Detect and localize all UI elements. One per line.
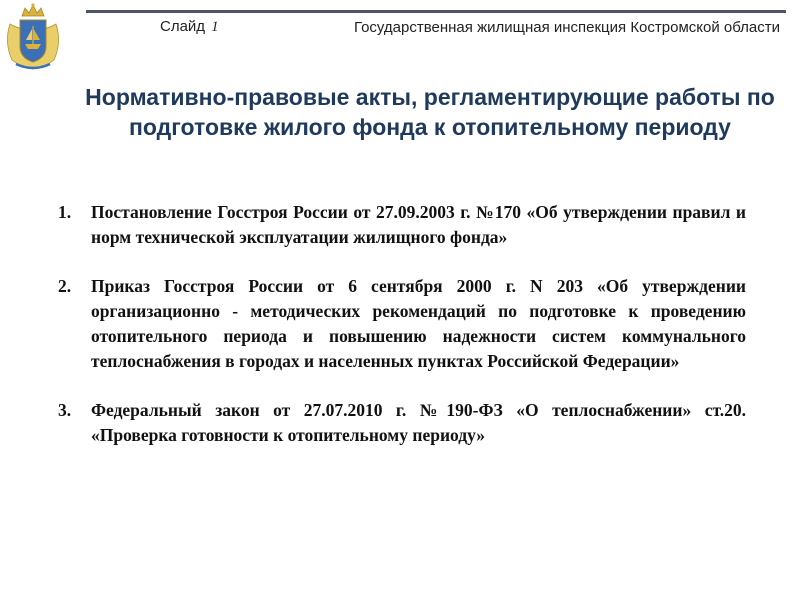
slide-number: 1 <box>211 19 219 35</box>
acts-list <box>58 200 746 472</box>
list-item-text: Постановление Госстроя России от 27.09.2003 г. №170 «Об утверждении правил и норм технической эксплуатации жилищного фонда» <box>91 202 746 247</box>
list-item-text: Федеральный закон от 27.07.2010 г. №190-ФЗ «О теплоснабжении» ст.20. «Проверка готовности к отопительному периоду» <box>91 400 746 445</box>
page-title: Нормативно-правовые акты, регламентирующие работы по подготовке жилого фонда к отопительному периоду <box>85 84 775 140</box>
list-item <box>58 200 746 250</box>
slide-label <box>160 18 219 36</box>
coat-of-arms-icon <box>2 2 64 72</box>
list-item <box>58 274 746 374</box>
list-item-number: 3. <box>58 400 72 420</box>
list-item <box>58 398 746 448</box>
organization-name: Государственная жилищная инспекция Костромской области <box>353 19 780 36</box>
list-item-number: 1. <box>58 202 72 222</box>
list-item-number: 2. <box>58 276 72 296</box>
slide-label-text: Слайд <box>160 18 206 35</box>
list-item-text: Приказ Госстроя России от 6 сентября 2000 г. N 203 «Об утверждении организационно - методических рекомендаций по подготовке к проведению отопительного периода и повышению надежности систем коммунального теплоснабжения в городах и населенных пунктах Российской Федерации» <box>91 276 746 371</box>
header-divider <box>86 10 786 13</box>
